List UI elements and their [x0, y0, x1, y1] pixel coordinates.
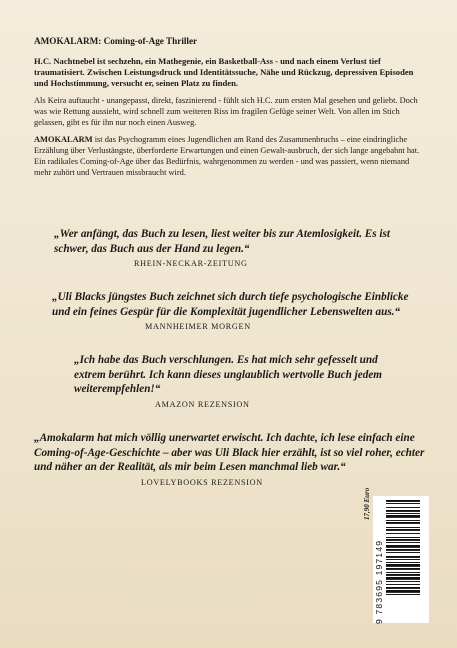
- barcode-bar: [386, 549, 420, 551]
- barcode-bar: [386, 564, 420, 567]
- review-quote: [34, 227, 429, 268]
- blurb-section: [34, 36, 426, 185]
- barcode-bar: [386, 539, 420, 541]
- barcode-bar: [386, 507, 420, 508]
- review-quote-source: AMAZON REZENSION: [155, 399, 250, 409]
- barcode-bar: [386, 572, 420, 573]
- blurb-paragraph-1: H.C. Nachtnebel ist sechzehn, ein Mathegenie, ein Basketball-Ass - und nach einem Verlust tief traumatisiert. Zwischen Leistungsdruck und Identitätssuche, Nähe und Rückzug, depressiven Episoden und Hochstimmung, versucht er, seinen Platz zu finden.: [34, 55, 414, 88]
- review-quote-text: „Ich habe das Buch verschlungen. Es hat mich sehr gefesselt und extrem berührt. Ich kann dieses unglaublich wertvolle Buch jedem weiterempfehlen!“: [74, 354, 382, 396]
- barcode-bar: [386, 559, 420, 560]
- barcode-bar: [386, 545, 420, 548]
- barcode-bar: [386, 542, 420, 543]
- barcode-bar: [386, 533, 420, 534]
- barcode-bar: [386, 584, 420, 585]
- barcode-bar: [386, 513, 420, 514]
- price-label: 17,90 Euro: [363, 487, 371, 520]
- barcode-bar: [386, 515, 420, 518]
- review-quote-source: LOVELYBOOKS REZENSION: [141, 477, 263, 487]
- book-title: AMOKALARM: Coming-of-Age Thriller: [34, 36, 198, 46]
- blurb-paragraph-2: Als Keira auftaucht - unangepasst, direkt, faszinierend - fühlt sich H.C. zum ersten Mal gesehen und geliebt. Doch was wie Rettung aussieht, wird schnell zum weiteren Riss im fragilen Gefüge seiner Welt. Von allen im Stich gelassen, gibt es für ihn nur noch einen Ausweg.: [34, 96, 418, 127]
- barcode-bar: [386, 574, 420, 576]
- review-quote-text: „Amokalarm hat mich völlig unerwartet erwischt. Ich dachte, ich lese einfach eine Coming-of-Age-Geschichte – aber was Uli Black hier erzählt, ist so viel roher, echter und näher an der Realität, als mir beim Lesen manchmal lieb war.“: [34, 431, 425, 474]
- barcode-bar: [386, 556, 420, 558]
- barcode-bar: [386, 587, 420, 589]
- blurb-paragraph-3-lead: AMOKALARM: [34, 135, 93, 145]
- barcode-bar: [386, 522, 420, 524]
- review-quote-source: MANNHEIMER MORGEN: [145, 322, 251, 332]
- barcode-bar: [386, 581, 420, 582]
- review-quote-text: „Wer anfängt, das Buch zu lesen, liest weiter bis zur Atemlosigkeit. Es ist schwer, das Buch aus der Hand zu legen.“: [54, 228, 390, 255]
- barcode-bar: [386, 527, 420, 528]
- barcode-bar: [386, 503, 420, 504]
- review-quote-text: „Uli Blacks jüngstes Buch zeichnet sich durch tiefe psychologische Einblicke und ein feines Gespür für die Komplexität jugendlicher Lebenswelten aus.“: [52, 291, 409, 318]
- barcode-bar: [386, 577, 420, 580]
- barcode-bar: [386, 562, 420, 563]
- barcode-bar: [386, 500, 420, 502]
- barcode-bar: [386, 510, 420, 512]
- barcode-bar: [386, 537, 420, 538]
- barcode-bar: [386, 594, 420, 595]
- review-quote: [34, 290, 429, 331]
- barcode-bar: [386, 552, 420, 553]
- review-quote: [34, 353, 429, 409]
- isbn-barcode: [386, 500, 420, 620]
- blurb-paragraph-3-text: ist das Psychogramm eines Jugendlichen am Rand des Zusammenbruchs – eine eindringliche Erzählung über Verlustängste, überforderte Erwartungen und einen Gewalt-ausbruch, der sich lange angebahnt hat. Ein radikales Coming-of-Age über das Bedürfnis, wahrgenommen zu werden - und was passiert, wenn niemand mehr zuhört und Vertrauen missbraucht wird.: [34, 135, 420, 177]
- barcode-bar: [386, 520, 420, 521]
- review-quote-source: RHEIN-NECKAR-ZEITUNG: [134, 259, 248, 269]
- barcode-bar: [386, 529, 420, 531]
- barcode-bar: [386, 568, 420, 570]
- barcode-bar: [386, 590, 420, 593]
- isbn-number: 9 783695 197149: [374, 539, 384, 624]
- blurb-paragraph-3: [34, 135, 426, 178]
